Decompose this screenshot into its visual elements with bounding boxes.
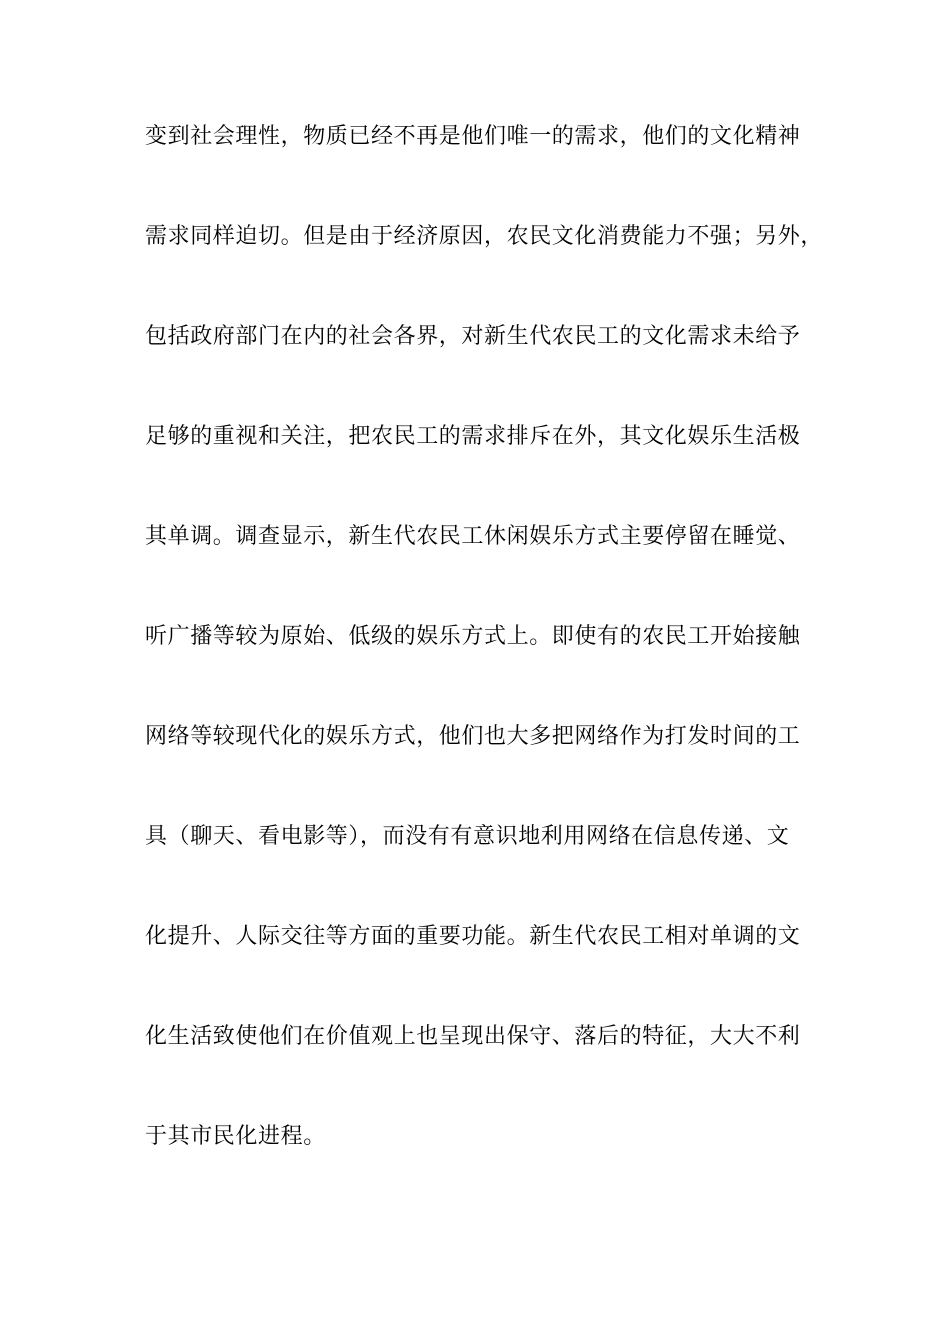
text-line: 听广播等较为原始、低级的娱乐方式上。即使有的农民工开始接触: [145, 624, 801, 649]
text-line: 具（聊天、看电影等），而没有有意识地利用网络在信息传递、文: [145, 824, 790, 849]
text-line: 变到社会理性，物质已经不再是他们唯一的需求，他们的文化精神: [145, 124, 801, 149]
body-paragraph: [145, 115, 825, 1215]
text-line: 足够的重视和关注，把农民工的需求排斥在外，其文化娱乐生活极: [145, 424, 801, 449]
text-line: 化提升、人际交往等方面的重要功能。新生代农民工相对单调的文: [145, 924, 801, 949]
text-line: 需求同样迫切。但是由于经济原因，农民文化消费能力不强；另外，: [145, 224, 824, 249]
text-line: 于其市民化进程。: [145, 1124, 326, 1149]
text-line: 化生活致使他们在价值观上也呈现出保守、落后的特征，大大不利: [145, 1024, 801, 1049]
text-line: 网络等较现代化的娱乐方式，他们也大多把网络作为打发时间的工: [145, 724, 801, 749]
text-line: 其单调。调查显示，新生代农民工休闲娱乐方式主要停留在睡觉、: [145, 524, 801, 549]
text-line: 包括政府部门在内的社会各界，对新生代农民工的文化需求未给予: [145, 324, 801, 349]
